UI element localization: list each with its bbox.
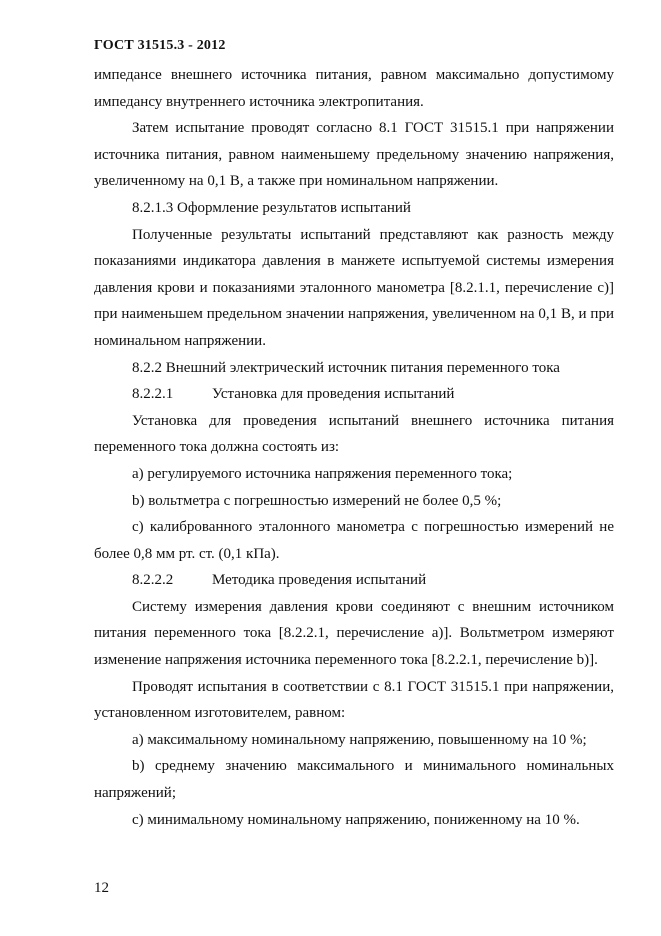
section-number: 8.2.2.1 bbox=[132, 386, 174, 403]
section-heading-8-2-2: 8.2.2 Внешний электрический источник питания переменного тока bbox=[132, 359, 560, 376]
section-heading-8-2-2-1 bbox=[94, 381, 614, 408]
list-item-c-voltage: c) минимальному номинальному напряжению, пониженному на 10 %. bbox=[132, 811, 580, 828]
list-item-a: a) регулируемого источника напряжения переменного тока; bbox=[132, 465, 513, 482]
document-header: ГОСТ 31515.3 - 2012 bbox=[94, 38, 226, 53]
paragraph-conduct: Проводят испытания в соответствии с 8.1 ГОСТ 31515.1 при напряжении, установленном изготовителем, равном: bbox=[94, 678, 614, 722]
paragraph-test-procedure: Затем испытание проводят согласно 8.1 ГОСТ 31515.1 при напряжении источника питания, равном наименьшему предельному значению напряжения, увеличенному на 0,1 В, а также при номинальном напряжении. bbox=[94, 120, 614, 190]
section-title: Методика проведения испытаний bbox=[212, 572, 427, 589]
paragraph-setup: Установка для проведения испытаний внешнего источника питания переменного тока должна состоять из: bbox=[94, 412, 614, 456]
paragraph-method: Систему измерения давления крови соединяют с внешним источником питания переменного тока [8.2.2.1, перечисление а)]. Вольтметром измеряют изменение напряжения источника переменного тока [8.2.2.1, перечисление b)]. bbox=[94, 598, 614, 669]
list-item-c: c) калиброванного эталонного манометра с погрешностью измерений не более 0,8 мм рт. ст. (0,1 кПа). bbox=[94, 519, 614, 562]
section-heading-8-2-2-2 bbox=[94, 567, 614, 594]
paragraph-results: Полученные результаты испытаний представляют как разность между показаниями индикатора давления в манжете испытуемой системы измерения давления крови и показаниями эталонного манометра [8.2.1.1, перечисление с)] при наименьшем предельном значении напряжения, увеличенном на 0,1 В, и при номинальном напряжении. bbox=[94, 226, 614, 349]
section-heading-8-2-1-3: 8.2.1.3 Оформление результатов испытаний bbox=[132, 199, 411, 216]
list-item-a-voltage: a) максимальному номинальному напряжению, повышенному на 10 %; bbox=[132, 731, 587, 748]
list-item-b: b) вольтметра с погрешностью измерений не более 0,5 %; bbox=[132, 492, 502, 509]
paragraph-continuation: импедансе внешнего источника питания, равном максимально допустимому импедансу внутреннего источника электропитания. bbox=[94, 67, 614, 110]
list-item-b-voltage: b) среднему значению максимального и минимального номинальных напряжений; bbox=[94, 758, 614, 802]
page-number: 12 bbox=[94, 880, 109, 896]
section-title: Установка для проведения испытаний bbox=[212, 386, 455, 403]
document-body bbox=[94, 62, 614, 833]
section-number: 8.2.2.2 bbox=[132, 572, 174, 589]
